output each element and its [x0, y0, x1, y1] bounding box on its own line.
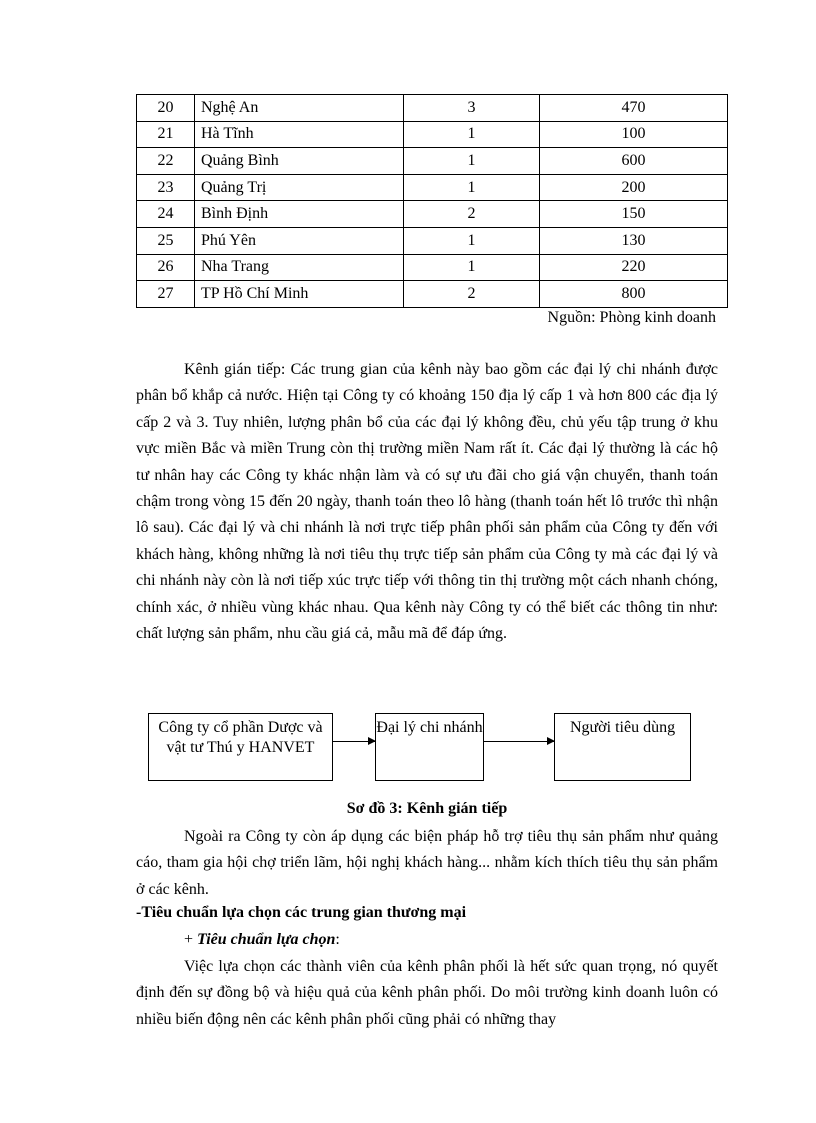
table-row — [137, 148, 728, 175]
cell-province: Quảng Trị — [195, 174, 404, 201]
cell-row-number: 20 — [137, 95, 195, 122]
subheading-text: Tiêu chuẩn lựa chọn — [197, 931, 336, 948]
cell-quantity: 130 — [540, 227, 728, 254]
arrow-1 — [333, 741, 375, 742]
cell-province: Quảng Bình — [195, 148, 404, 175]
company-box: Công ty cổ phần Dược và vật tư Thú y HANVET — [148, 713, 333, 781]
cell-province: Hà Tĩnh — [195, 121, 404, 148]
cell-province: Nghệ An — [195, 95, 404, 122]
cell-row-number: 23 — [137, 174, 195, 201]
table-row — [137, 95, 728, 122]
cell-row-number: 21 — [137, 121, 195, 148]
cell-row-number: 24 — [137, 201, 195, 228]
table-row — [137, 254, 728, 281]
cell-province: TP Hồ Chí Minh — [195, 281, 404, 308]
cell-province: Nha Trang — [195, 254, 404, 281]
cell-province: Bình Định — [195, 201, 404, 228]
subheading-suffix: : — [335, 931, 340, 948]
table-row — [137, 281, 728, 308]
table-source: Nguồn: Phòng kinh doanh — [547, 309, 716, 326]
subheading-prefix: + — [184, 931, 198, 948]
arrow-2 — [484, 741, 554, 742]
section-heading: -Tiêu chuẩn lựa chọn các trung gian thương mại — [136, 904, 467, 921]
indirect-channel-paragraph: Kênh gián tiếp: Các trung gian của kênh này bao gồm các đại lý chi nhánh được phân bổ khắp cả nước. Hiện tại Công ty có khoảng 150 địa lý cấp 1 và hơn 800 các địa lý cấp 2 và 3. Tuy nhiên, lượng phân bổ của các đại lý không đều, chủ yếu tập trung ở khu vực miền Bắc và miền Trung còn thị trường miền Nam rất ít. Các đại lý thường là các hộ tư nhân hay các Công ty khác nhận làm và có sự ưu đãi cho giá vận chuyển, thanh toán chậm trong vòng 15 đến 20 ngày, thanh toán theo lô hàng (thanh toán hết lô trước thì nhận lô sau). Các đại lý và chi nhánh là nơi trực tiếp phân phối sản phẩm của Công ty đến với khách hàng, không những là nơi tiêu thụ trực tiếp sản phẩm của Công ty mà các đại lý và chi nhánh này còn là nơi tiếp xúc trực tiếp với thông tin thị trường một cách nhanh chóng, chính xác, ở nhiều vùng khác nhau. Qua kênh này Công ty có thể biết các thông tin như: chất lượng sản phẩm, nhu cầu giá cả, mẫu mã để đáp ứng. — [136, 361, 718, 643]
cell-agent-count: 1 — [404, 174, 540, 201]
cell-row-number: 26 — [137, 254, 195, 281]
criteria-paragraph: Việc lựa chọn các thành viên của kênh phân phối là hết sức quan trọng, nó quyết định đến sự đồng bộ và hiệu quả của kênh phân phối. Do môi trường kinh doanh luôn có nhiều biến động nên các kênh phân phối cũng phải có những thay — [136, 958, 718, 1028]
cell-agent-count: 1 — [404, 121, 540, 148]
consumer-box: Người tiêu dùng — [554, 713, 691, 781]
cell-agent-count: 2 — [404, 281, 540, 308]
cell-quantity: 100 — [540, 121, 728, 148]
cell-row-number: 27 — [137, 281, 195, 308]
cell-row-number: 22 — [137, 148, 195, 175]
cell-quantity: 800 — [540, 281, 728, 308]
agent-box: Đại lý chi nhánh — [375, 713, 484, 781]
table-row — [137, 121, 728, 148]
cell-agent-count: 1 — [404, 148, 540, 175]
cell-quantity: 600 — [540, 148, 728, 175]
cell-quantity: 150 — [540, 201, 728, 228]
cell-quantity: 470 — [540, 95, 728, 122]
diagram-caption: Sơ đồ 3: Kênh gián tiếp — [346, 800, 508, 817]
subsection-heading — [184, 931, 340, 949]
cell-agent-count: 2 — [404, 201, 540, 228]
cell-row-number: 25 — [137, 227, 195, 254]
support-paragraph: Ngoài ra Công ty còn áp dụng các biện pháp hỗ trợ tiêu thụ sản phẩm như quảng cáo, tham gia hội chợ triển lãm, hội nghị khách hàng... nhằm kích thích tiêu thụ sản phẩm ở các kênh. — [136, 828, 718, 898]
table-row — [137, 201, 728, 228]
agent-table — [136, 94, 728, 308]
cell-agent-count: 1 — [404, 227, 540, 254]
cell-province: Phú Yên — [195, 227, 404, 254]
cell-agent-count: 1 — [404, 254, 540, 281]
table-row — [137, 174, 728, 201]
cell-quantity: 220 — [540, 254, 728, 281]
cell-agent-count: 3 — [404, 95, 540, 122]
cell-quantity: 200 — [540, 174, 728, 201]
table-row — [137, 227, 728, 254]
